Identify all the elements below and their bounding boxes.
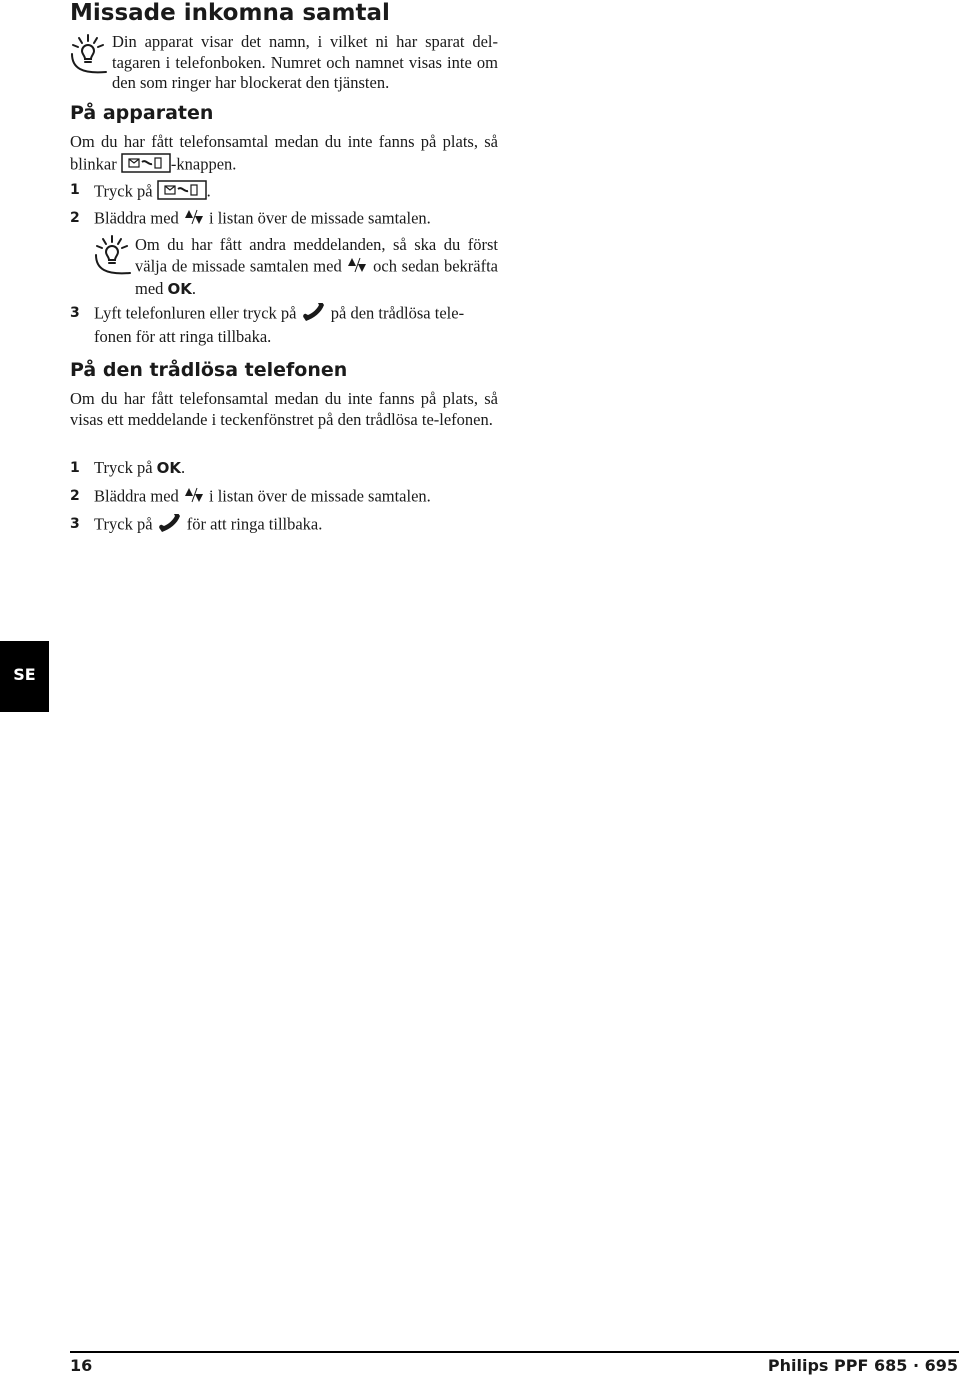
tip-text: Din apparat visar det namn, i vilket ni har sparat del-tagaren i telefonboken. Numret och namnet visas inte om den som ringer har blockerat den tjänsten.	[112, 32, 498, 92]
language-tab-label: SE	[13, 665, 36, 684]
step-1-cordless: 1 Tryck på OK.	[70, 458, 186, 477]
message-key-icon	[121, 153, 171, 179]
language-tab	[0, 641, 49, 712]
step-3-cordless: 3 Tryck på för att ringa tillbaka.	[70, 514, 498, 538]
up-down-arrows-icon	[183, 486, 205, 510]
ok-key-label: OK	[167, 280, 192, 298]
step-2: 2 Bläddra med i listan över de missade samtalen.	[70, 208, 498, 232]
product-model: Philips PPF 685 · 695	[767, 1356, 958, 1375]
up-down-arrows-icon	[346, 256, 368, 280]
handset-icon	[157, 514, 183, 538]
up-down-arrows-icon	[183, 208, 205, 232]
message-key-icon	[157, 180, 207, 206]
tip-text: Om du har fått andra meddelanden, så ska du först välja de missade samtalen med och sedan bekräfta med OK.	[135, 235, 499, 298]
page-number: 16	[70, 1356, 93, 1375]
section-intro: Om du har fått telefonsamtal medan du inte fanns på plats, så blinkar -knappen.	[70, 132, 498, 178]
step-2-cordless: 2 Bläddra med i listan över de missade samtalen.	[70, 486, 498, 510]
tip-other-messages	[94, 235, 498, 300]
handset-icon	[301, 303, 327, 327]
section-heading-cordless: På den trådlösa telefonen	[70, 359, 348, 381]
lightbulb-tip-icon	[94, 235, 132, 282]
lightbulb-tip-icon	[70, 34, 108, 81]
section-intro-cordless: Om du har fått telefonsamtal medan du inte fanns på plats, så visas ett meddelande i teckenfönstret på den trådlösa te-lefonen.	[70, 389, 498, 429]
page-title: Missade inkomna samtal	[70, 0, 390, 26]
ok-key-label: OK	[156, 459, 182, 477]
tip-callerid	[70, 32, 498, 94]
step-3: 3 Lyft telefonluren eller tryck på på den trådlösa tele-fonen för att ringa tillbaka.	[70, 303, 498, 347]
step-1: 1 Tryck på .	[70, 180, 498, 206]
section-heading-device: På apparaten	[70, 102, 214, 124]
footer-rule	[70, 1351, 959, 1353]
